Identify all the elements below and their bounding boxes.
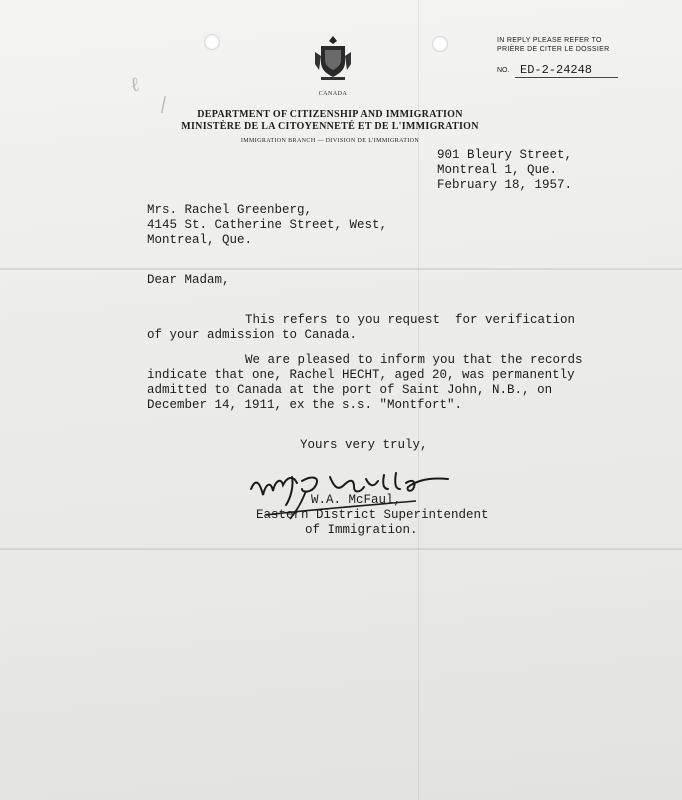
body-p2-line2: indicate that one, Rachel HECHT, aged 20, was permanently bbox=[147, 368, 575, 382]
letter-date: February 18, 1957. bbox=[437, 178, 573, 192]
recipient-city: Montreal, Que. bbox=[147, 233, 253, 247]
body-p2-line3: admitted to Canada at the port of Saint John, N.B., on bbox=[147, 383, 553, 397]
signer-title-line2: of Immigration. bbox=[305, 523, 418, 537]
department-name-en: DEPARTMENT OF CITIZENSHIP AND IMMIGRATION bbox=[197, 109, 463, 120]
department-name-fr: MINISTÈRE DE LA CITOYENNETÉ ET DE L'IMMIGRATION bbox=[181, 121, 479, 132]
valediction: Yours very truly, bbox=[300, 438, 428, 452]
reply-instruction-fr: PRIÈRE DE CITER LE DOSSIER bbox=[497, 46, 610, 53]
body-p1-line2: of your admission to Canada. bbox=[147, 328, 358, 342]
recipient-street: 4145 St. Catherine Street, West, bbox=[147, 218, 388, 232]
body-p2-line4: December 14, 1911, ex the s.s. "Montfort". bbox=[147, 398, 463, 412]
punch-hole bbox=[204, 34, 220, 50]
recipient-name: Mrs. Rachel Greenberg, bbox=[147, 203, 313, 217]
body-p2-line1: We are pleased to inform you that the records bbox=[245, 353, 583, 367]
reference-underline bbox=[515, 77, 618, 78]
sender-street: 901 Bleury Street, bbox=[437, 148, 573, 162]
coat-of-arms-icon bbox=[313, 34, 353, 82]
pencil-mark: / bbox=[158, 91, 168, 117]
crest-caption: CANADA bbox=[318, 91, 348, 97]
reference-label: NO. bbox=[497, 67, 510, 74]
paper-fold bbox=[0, 268, 682, 270]
paper-fold bbox=[0, 548, 682, 550]
reference-number: ED-2-24248 bbox=[520, 63, 593, 77]
signer-title-line1: Eastern District Superintendent bbox=[256, 508, 489, 522]
body-p1-line1: This refers to you request for verification bbox=[245, 313, 576, 327]
reply-instruction-en: IN REPLY PLEASE REFER TO bbox=[497, 37, 602, 44]
signer-name: W.A. McFaul, bbox=[311, 493, 402, 507]
salutation: Dear Madam, bbox=[147, 273, 230, 287]
pencil-mark: ℓ bbox=[128, 71, 142, 97]
branch-name: IMMIGRATION BRANCH — DIVISION DE L'IMMIGRATION bbox=[240, 138, 420, 144]
punch-hole bbox=[432, 36, 448, 52]
sender-city: Montreal 1, Que. bbox=[437, 163, 558, 177]
